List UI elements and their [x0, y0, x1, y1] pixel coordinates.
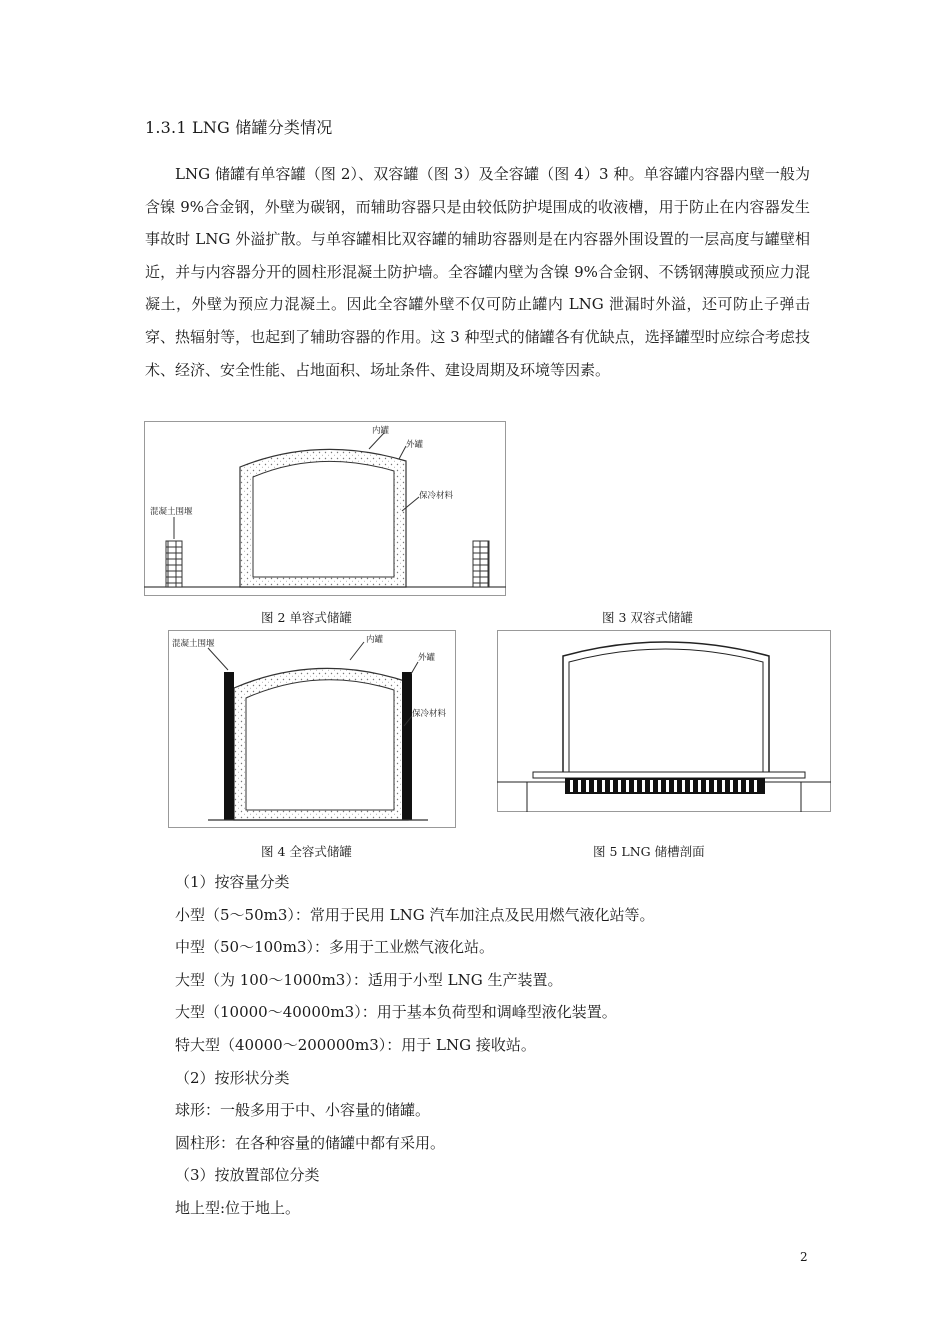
- figure-5-diagram: [497, 630, 831, 812]
- classification-item: 中型（50～100m3）：多用于工业燃气液化站。: [175, 938, 494, 957]
- classification-list: [145, 866, 810, 1225]
- fig2-label-dike: 混凝土围堰: [150, 507, 193, 517]
- classification-item: 大型（10000～40000m3）：用于基本负荷型和调峰型液化装置。: [175, 1003, 617, 1022]
- classification-item: 地上型:位于地上。: [175, 1198, 301, 1217]
- intro-paragraph-text: LNG 储罐有单容罐（图 2）、双容罐（图 3）及全容罐（图 4）3 种。单容罐内容器内壁一般为含镍 9%合金钢，外壁为碳钢，而辅助容器只是由较低防护堤围成的收液槽，用于防止在内容器发生事故时 LNG 外溢扩散。与单容罐相比双容罐的辅助容器则是在内容器外围设置的一层高度与罐壁相近，并与内容器分开的圆柱形混凝土防护墙。全容罐内壁为含镍 9%合金钢、不锈钢薄膜或预应力混凝土，外壁为预应力混凝土。因此全容罐外壁不仅可防止罐内 LNG 泄漏时外溢，还可防止子弹击穿、热辐射等，也起到了辅助容器的作用。这 3 种型式的储罐各有优缺点，选择罐型时应综合考虑技术、经济、安全性能、占地面积、场址条件、建设周期及环境等因素。: [145, 165, 810, 379]
- fig4-label-outer: 外罐: [418, 653, 436, 663]
- figure-2-caption: 图 2 单容式储罐: [261, 610, 352, 625]
- section-heading: 1.3.1 LNG 储罐分类情况: [145, 118, 333, 137]
- figure-5-caption: 图 5 LNG 储槽剖面: [593, 844, 705, 859]
- classification-item: 特大型（40000～200000m3）：用于 LNG 接收站。: [175, 1035, 536, 1054]
- figure-3-caption: 图 3 双容式储罐: [602, 610, 693, 625]
- classification-subheading: （1）按容量分类: [175, 873, 290, 891]
- fig2-label-inner: 内罐: [372, 426, 390, 436]
- figure-4-diagram: [168, 630, 456, 828]
- classification-subheading: （2）按形状分类: [175, 1068, 290, 1087]
- figure-4-caption: 图 4 全容式储罐: [261, 844, 352, 859]
- fig4-label-dike: 混凝土围堰: [172, 639, 215, 649]
- fig2-label-outer: 外罐: [406, 440, 424, 450]
- classification-item: 大型（为 100～1000m3）：适用于小型 LNG 生产装置。: [175, 970, 563, 989]
- fig2-label-insulation: 保冷材料: [419, 491, 454, 501]
- classification-subheading: （3）按放置部位分类: [175, 1166, 320, 1185]
- intro-paragraph: [145, 158, 810, 386]
- page-number: 2: [800, 1250, 808, 1264]
- classification-item: 圆柱形：在各种容量的储罐中都有采用。: [175, 1133, 446, 1152]
- figure-2-diagram: [144, 421, 506, 596]
- classification-item: 球形：一般多用于中、小容量的储罐。: [175, 1101, 431, 1120]
- fig4-label-insulation: 保冷材料: [412, 709, 447, 719]
- fig4-label-inner: 内罐: [366, 635, 384, 645]
- classification-item: 小型（5～50m3）：常用于民用 LNG 汽车加注点及民用燃气液化站等。: [175, 905, 655, 924]
